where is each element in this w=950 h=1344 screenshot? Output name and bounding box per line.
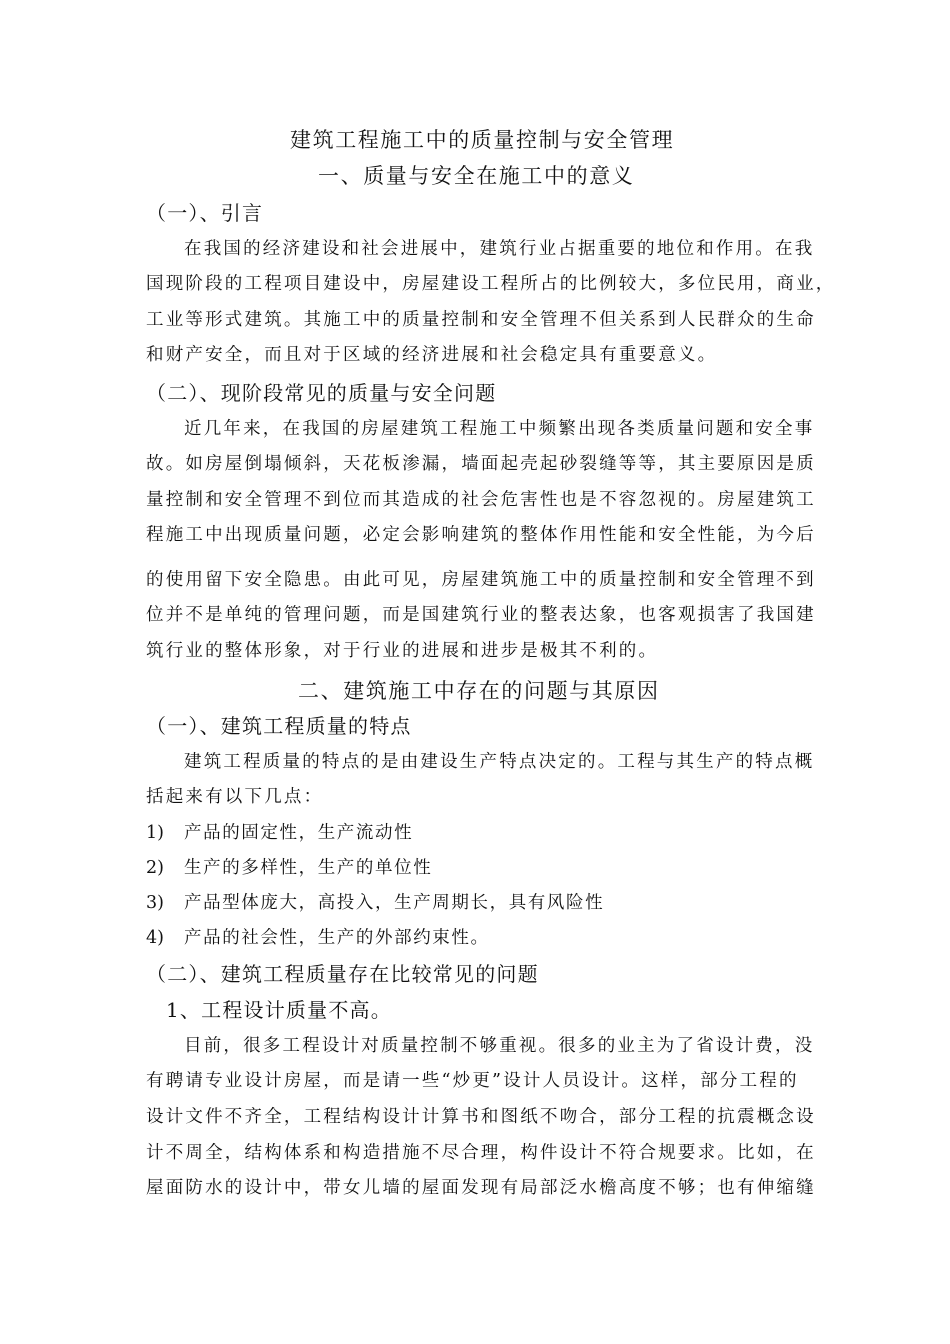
list-number: 1) xyxy=(146,823,164,843)
section-2-2-heading: （二）、建筑工程质量存在比较常见的问题 xyxy=(146,962,539,986)
list-text: 生产的多样性，生产的单位性 xyxy=(184,858,433,878)
paragraph-line: 目前，很多工程设计对质量控制不够重视。很多的业主为了省设计费，没 xyxy=(184,1036,815,1056)
list-number: 2) xyxy=(146,858,164,878)
paragraph-line: 位并不是单纯的管理问题，而是国建筑行业的整表达象，也客观损害了我国建 xyxy=(146,605,816,625)
paragraph-line: 故。如房屋倒塌倾斜，天花板渗漏，墙面起壳起砂裂缝等等，其主要原因是质 xyxy=(146,454,816,474)
list-item xyxy=(146,924,490,949)
list-text: 产品的固定性，生产流动性 xyxy=(184,823,414,843)
list-item xyxy=(146,819,413,844)
paragraph-line: 在我国的经济建设和社会进展中，建筑行业占据重要的地位和作用。在我 xyxy=(184,239,815,259)
paragraph-line: 程施工中出现质量问题，必定会影响建筑的整体作用性能和安全性能，为今后 xyxy=(146,525,816,545)
paragraph-line: 建筑工程质量的特点的是由建设生产特点决定的。工程与其生产的特点概 xyxy=(184,752,815,772)
paragraph-line: 工业等形式建筑。其施工中的质量控制和安全管理不但关系到人民群众的生命 xyxy=(146,310,816,330)
paragraph-line: 近几年来，在我国的房屋建筑工程施工中频繁出现各类质量问题和安全事 xyxy=(184,419,815,439)
paragraph-line: 计不周全，结构体系和构造措施不尽合理，构件设计不符合规要求。比如，在 xyxy=(146,1143,816,1163)
list-number: 4) xyxy=(146,928,164,948)
paragraph-line: 量控制和安全管理不到位而其造成的社会危害性也是不容忽视的。房屋建筑工 xyxy=(146,490,816,510)
section-2-heading: 二、建筑施工中存在的问题与其原因 xyxy=(298,679,660,703)
list-text: 产品型体庞大，高投入，生产周期长，具有风险性 xyxy=(184,893,605,913)
list-text: 产品的社会性，生产的外部约束性。 xyxy=(184,928,490,948)
section-2-1-heading: （一）、建筑工程质量的特点 xyxy=(146,714,412,738)
list-item xyxy=(146,889,604,914)
paragraph-line: 括起来有以下几点： xyxy=(146,787,324,807)
paragraph-line: 的使用留下安全隐患。由此可见，房屋建筑施工中的质量控制和安全管理不到 xyxy=(146,570,816,590)
section-1-1-heading: （一）、引言 xyxy=(146,201,264,225)
paragraph-line: 和财产安全，而且对于区域的经济进展和社会稳定具有重要意义。 xyxy=(146,345,718,365)
list-number: 3) xyxy=(146,893,164,913)
list-item xyxy=(146,854,432,879)
point-1-heading: 1、工程设计质量不高。 xyxy=(166,998,392,1022)
section-1-heading: 一、质量与安全在施工中的意义 xyxy=(318,164,635,188)
section-1-2-heading: （二）、现阶段常见的质量与安全问题 xyxy=(146,381,497,405)
paragraph-line: 有聘请专业设计房屋，而是请一些“炒更”设计人员设计。这样，部分工程的 xyxy=(146,1071,799,1091)
paragraph-line: 设计文件不齐全，工程结构设计计算书和图纸不吻合，部分工程的抗震概念设 xyxy=(146,1107,816,1127)
document-title: 建筑工程施工中的质量控制与安全管理 xyxy=(290,128,675,152)
paragraph-line: 屋面防水的设计中，带女儿墙的屋面发现有局部泛水檐高度不够；也有伸缩缝 xyxy=(146,1178,816,1198)
paragraph-line: 国现阶段的工程项目建设中，房屋建设工程所占的比例较大，多位民用，商业， xyxy=(146,274,836,294)
paragraph-line: 筑行业的整体形象，对于行业的进展和进步是极其不利的。 xyxy=(146,641,659,661)
